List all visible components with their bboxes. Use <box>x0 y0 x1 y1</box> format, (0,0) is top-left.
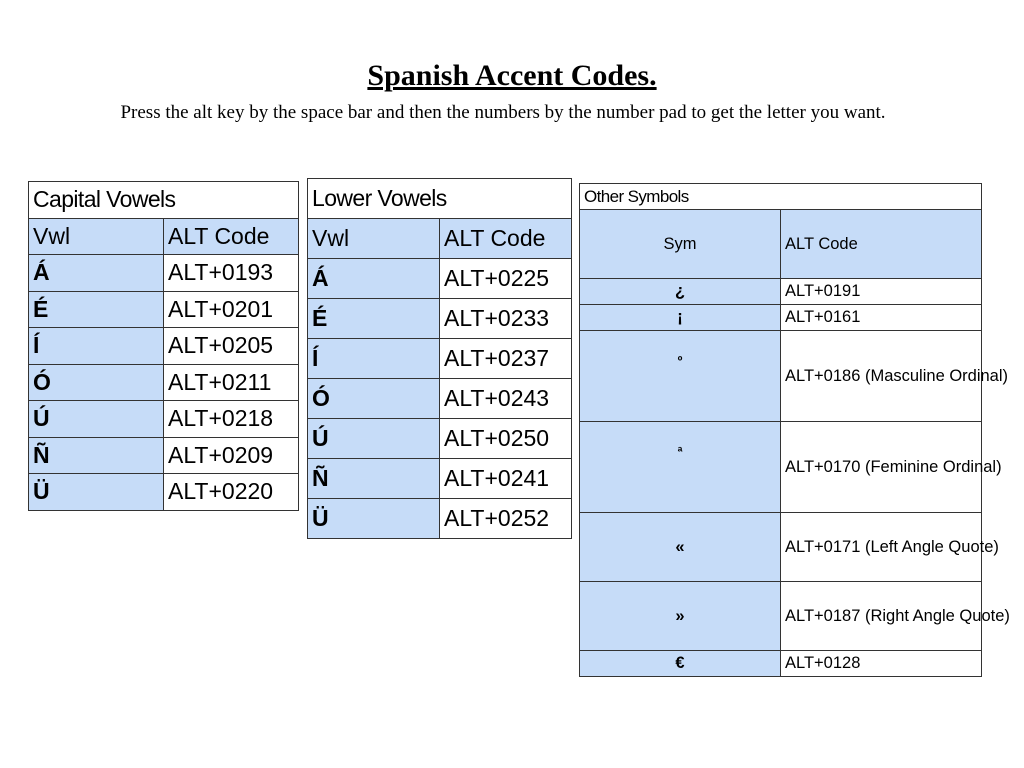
column-header-vowel: Vwl <box>29 218 164 255</box>
capital-vowels-header: Capital Vowels <box>29 182 299 219</box>
lower-vowels-header: Lower Vowels <box>308 179 572 219</box>
code-cell: ALT+0205 <box>164 328 299 365</box>
table-row <box>580 651 982 677</box>
table-row <box>580 513 982 582</box>
table-row <box>308 339 572 379</box>
code-cell: ALT+0252 <box>440 499 572 539</box>
page-title: Spanish Accent Codes. <box>367 59 657 92</box>
vowel-cell: Ú <box>29 401 164 438</box>
code-cell: ALT+0191 <box>781 279 982 305</box>
code-cell: ALT+0170 (Feminine Ordinal) <box>781 422 982 513</box>
code-cell: ALT+0186 (Masculine Ordinal) <box>781 331 982 422</box>
column-header-vowel: Vwl <box>308 219 440 259</box>
column-header-code: ALT Code <box>781 210 982 279</box>
vowel-cell: Ü <box>308 499 440 539</box>
code-cell: ALT+0201 <box>164 291 299 328</box>
symbol-cell: ¿ <box>580 279 781 305</box>
table-row <box>308 299 572 339</box>
other-symbols-header: Other Symbols <box>580 184 982 210</box>
table-row <box>580 422 982 513</box>
vowel-cell: Á <box>308 259 440 299</box>
code-cell: ALT+0220 <box>164 474 299 511</box>
vowel-cell: Ü <box>29 474 164 511</box>
capital-vowels-table <box>28 181 299 511</box>
other-symbols-table <box>579 183 1010 677</box>
vowel-cell: Ñ <box>29 437 164 474</box>
table-row <box>580 305 982 331</box>
table-row <box>29 328 299 365</box>
table-row <box>29 291 299 328</box>
code-cell: ALT+0218 <box>164 401 299 438</box>
table-row <box>308 379 572 419</box>
symbol-cell: ª <box>580 422 781 513</box>
vowel-cell: É <box>29 291 164 328</box>
code-cell: ALT+0237 <box>440 339 572 379</box>
code-cell: ALT+0161 <box>781 305 982 331</box>
table-row <box>29 255 299 292</box>
code-cell: ALT+0241 <box>440 459 572 499</box>
code-cell: ALT+0250 <box>440 419 572 459</box>
table-row <box>308 499 572 539</box>
vowel-cell: É <box>308 299 440 339</box>
code-cell: ALT+0193 <box>164 255 299 292</box>
code-cell: ALT+0187 (Right Angle Quote) <box>781 582 982 651</box>
table-row <box>580 331 982 422</box>
vowel-cell: Ú <box>308 419 440 459</box>
symbol-cell: « <box>580 513 781 582</box>
code-cell: ALT+0209 <box>164 437 299 474</box>
vowel-cell: Ó <box>29 364 164 401</box>
symbol-cell: º <box>580 331 781 422</box>
symbol-cell: ¡ <box>580 305 781 331</box>
table-row <box>580 582 982 651</box>
code-cell: ALT+0128 <box>781 651 982 677</box>
code-cell: ALT+0171 (Left Angle Quote) <box>781 513 982 582</box>
code-cell: ALT+0233 <box>440 299 572 339</box>
code-cell: ALT+0211 <box>164 364 299 401</box>
table-row <box>29 364 299 401</box>
vowel-cell: Ñ <box>308 459 440 499</box>
table-row <box>580 279 982 305</box>
vowel-cell: Í <box>308 339 440 379</box>
vowel-cell: Á <box>29 255 164 292</box>
code-cell: ALT+0225 <box>440 259 572 299</box>
table-row <box>29 401 299 438</box>
page-subtitle: Press the alt key by the space bar and then the numbers by the number pad to get the letter you want. <box>120 102 886 123</box>
code-cell: ALT+0243 <box>440 379 572 419</box>
symbol-cell: € <box>580 651 781 677</box>
column-header-code: ALT Code <box>440 219 572 259</box>
table-row <box>29 437 299 474</box>
vowel-cell: Í <box>29 328 164 365</box>
column-header-symbol: Sym <box>580 210 781 279</box>
table-row <box>308 419 572 459</box>
table-row <box>308 259 572 299</box>
column-header-code: ALT Code <box>164 218 299 255</box>
table-row <box>308 459 572 499</box>
symbol-cell: » <box>580 582 781 651</box>
vowel-cell: Ó <box>308 379 440 419</box>
table-row <box>29 474 299 511</box>
lower-vowels-table <box>307 178 572 539</box>
